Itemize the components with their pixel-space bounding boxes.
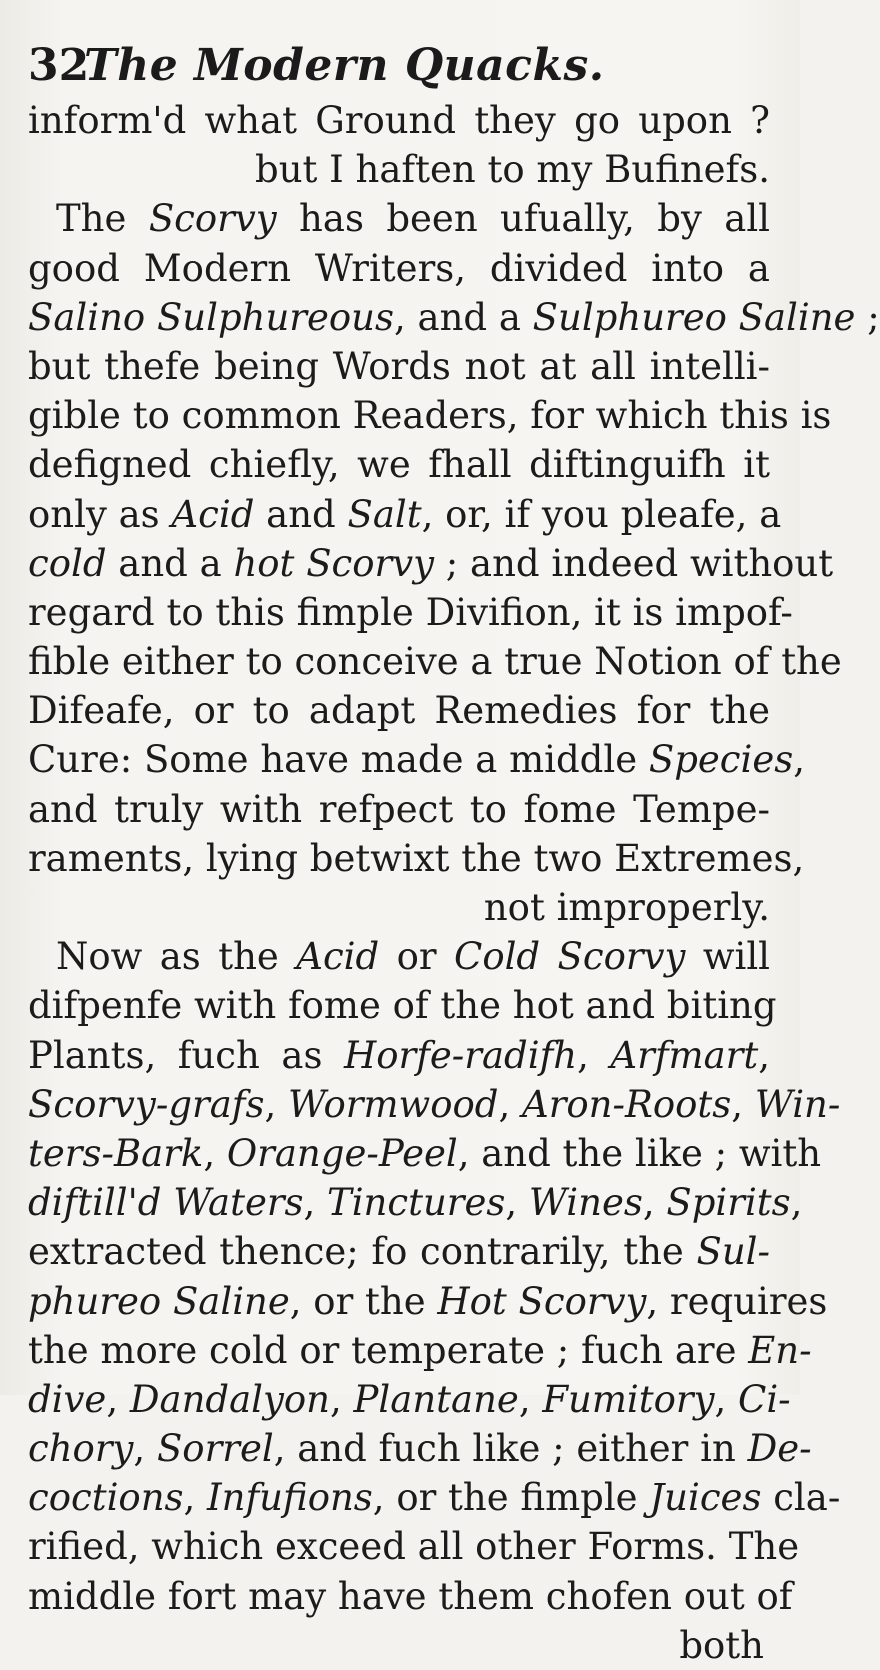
text-segment: ,: [330, 1377, 354, 1421]
text-segment: defigned chiefly, we fhall diftinguifh it: [28, 443, 770, 487]
text-segment: ,: [731, 1082, 755, 1126]
text-segment: raments, lying betwixt the two Extremes,: [28, 836, 805, 880]
text-line: [28, 637, 842, 686]
italic-segment: ters-Bark: [28, 1131, 204, 1175]
text-segment: ,: [106, 1377, 130, 1421]
italic-segment: Sulphureo Saline: [532, 295, 856, 339]
text-line: [28, 588, 793, 637]
text-line: [28, 244, 770, 293]
italic-segment: Infufions: [207, 1476, 373, 1520]
text-segment: , and fuch like ; either in: [273, 1427, 748, 1471]
text-line: [28, 1080, 841, 1129]
text-segment: , and a: [393, 295, 533, 339]
italic-segment: Scorvy-grafs: [28, 1082, 265, 1126]
italic-segment: Sul-: [696, 1230, 770, 1274]
italic-segment: Arfmart: [610, 1033, 759, 1077]
text-segment: gible to common Readers, for which this is: [28, 394, 832, 438]
text-segment: , or the fimple: [372, 1476, 650, 1520]
running-title: The Modern Quacks.: [84, 40, 605, 91]
body-text: [28, 96, 880, 1670]
text-segment: but I haften to my Bufinefs.: [255, 148, 770, 192]
text-line: [28, 342, 770, 391]
italic-segment: Acid: [296, 935, 380, 979]
text-line: [28, 1375, 791, 1424]
text-segment: middle fort may have them chofen out of: [28, 1574, 793, 1618]
text-segment: , requires: [646, 1279, 828, 1323]
text-segment: ,: [642, 1181, 667, 1225]
italic-segment: Salino Sulphureous: [28, 295, 394, 339]
text-segment: , or the: [289, 1279, 438, 1323]
text-segment: ,: [714, 1377, 739, 1421]
italic-segment: Hot Scorvy: [437, 1279, 647, 1323]
text-segment: ,: [133, 1427, 157, 1471]
italic-segment: Fumitory: [542, 1377, 715, 1421]
italic-segment: En-: [748, 1328, 812, 1372]
italic-segment: Juices: [649, 1476, 762, 1520]
italic-segment: cold: [28, 541, 107, 585]
text-segment: ,: [505, 1181, 529, 1225]
italic-segment: chory: [28, 1427, 134, 1471]
italic-segment: coctions: [28, 1476, 184, 1520]
italic-segment: Orange-Peel: [226, 1131, 458, 1175]
text-segment: ,: [203, 1131, 227, 1175]
italic-segment: dive: [28, 1377, 107, 1421]
text-segment: Plants, fuch as: [28, 1033, 344, 1077]
text-line: [28, 391, 832, 440]
text-segment: ,: [498, 1082, 522, 1126]
text-line: [28, 1326, 812, 1375]
italic-segment: Dandalyon: [129, 1377, 330, 1421]
text-line: [28, 785, 770, 834]
text-line: [28, 1178, 803, 1227]
text-segment: ,: [303, 1181, 328, 1225]
text-segment: inform'd what Ground they go upon ?: [28, 99, 770, 142]
italic-segment: Aron-Roots: [522, 1082, 732, 1126]
text-segment: ,: [793, 738, 805, 782]
text-segment: difpenfe with fome of the hot and biting: [28, 984, 777, 1028]
italic-segment: Win-: [754, 1082, 841, 1126]
text-line: [28, 735, 805, 784]
text-line: [28, 440, 770, 489]
text-segment: Cure: Some have made a middle: [28, 738, 649, 782]
text-line: [28, 1227, 770, 1276]
italic-segment: phureo Saline: [28, 1279, 290, 1323]
text-line: [28, 883, 770, 932]
text-segment: Difeafe, or to adapt Remedies for the: [28, 689, 770, 733]
text-segment: ,: [518, 1377, 543, 1421]
text-segment: ,: [183, 1476, 208, 1520]
text-segment: ,: [577, 1033, 611, 1077]
text-line: [28, 1473, 841, 1522]
text-line: [28, 686, 770, 735]
text-segment: fible either to conceive a true Notion of the: [28, 640, 842, 684]
text-segment: will: [685, 935, 770, 979]
text-segment: rified, which exceed all other Forms. The: [28, 1525, 800, 1569]
text-line: [28, 293, 880, 342]
italic-segment: Cold Scorvy: [454, 935, 686, 979]
text-line: [28, 981, 777, 1030]
text-segment: ;: [855, 295, 880, 339]
italic-segment: Acid: [171, 492, 255, 536]
italic-segment: De-: [747, 1427, 812, 1471]
text-line: [28, 1031, 770, 1080]
italic-segment: Species: [648, 738, 794, 782]
page-number: 32: [28, 40, 90, 91]
text-segment: ,: [758, 1033, 770, 1077]
text-segment: ,: [264, 1082, 288, 1126]
italic-segment: Wines: [528, 1181, 643, 1225]
italic-segment: Salt: [347, 492, 422, 536]
text-segment: regard to this fimple Divifion, it is impof-: [28, 590, 793, 634]
italic-segment: hot Scorvy: [233, 541, 435, 585]
text-line: [28, 834, 805, 883]
text-line: [28, 1277, 828, 1326]
page-header: [28, 40, 768, 92]
italic-segment: Spirits: [666, 1181, 791, 1225]
text-segment: has been ufually, by all: [276, 197, 770, 241]
italic-segment: Horfe-radifh: [343, 1033, 578, 1077]
text-line: [28, 1129, 822, 1178]
text-line: [28, 932, 770, 981]
text-segment: but thefe being Words not at all intelli-: [28, 344, 770, 388]
text-segment: only as: [28, 492, 172, 536]
text-segment: and truly with refpect to fome Tempe-: [28, 787, 770, 831]
text-segment: Now as the: [56, 935, 297, 979]
text-segment: The: [56, 197, 149, 241]
text-line: [28, 1572, 793, 1621]
catchword: both: [679, 1623, 764, 1667]
italic-segment: Scorvy: [148, 197, 277, 241]
text-segment: extracted thence; fo contrarily, the: [28, 1230, 697, 1274]
text-segment: and a: [106, 541, 234, 585]
italic-segment: diftill'd Waters: [28, 1181, 304, 1225]
text-segment: , and the like ; with: [457, 1131, 822, 1175]
text-segment: ; and indeed without: [434, 541, 834, 585]
text-segment: not improperly.: [483, 886, 770, 929]
italic-segment: Sorrel: [156, 1427, 274, 1471]
text-line: [28, 96, 770, 145]
text-segment: good Modern Writers, divided into a: [28, 246, 770, 290]
text-segment: , or, if you pleafe, a: [421, 492, 782, 536]
text-segment: or: [379, 935, 455, 979]
text-segment: and: [254, 492, 348, 536]
text-segment: ,: [790, 1181, 803, 1225]
text-segment: cla-: [761, 1476, 841, 1520]
italic-segment: Tinctures: [327, 1181, 506, 1225]
italic-segment: Ci-: [738, 1377, 791, 1421]
italic-segment: Wormwood: [287, 1082, 499, 1126]
text-line: [28, 490, 782, 539]
text-line: [28, 194, 770, 243]
text-line: [28, 1522, 800, 1571]
italic-segment: Plantane: [353, 1377, 519, 1421]
text-line: [28, 539, 834, 588]
text-line: [28, 1424, 812, 1473]
text-segment: the more cold or temperate ; fuch are: [28, 1328, 749, 1372]
text-line: [28, 145, 770, 194]
